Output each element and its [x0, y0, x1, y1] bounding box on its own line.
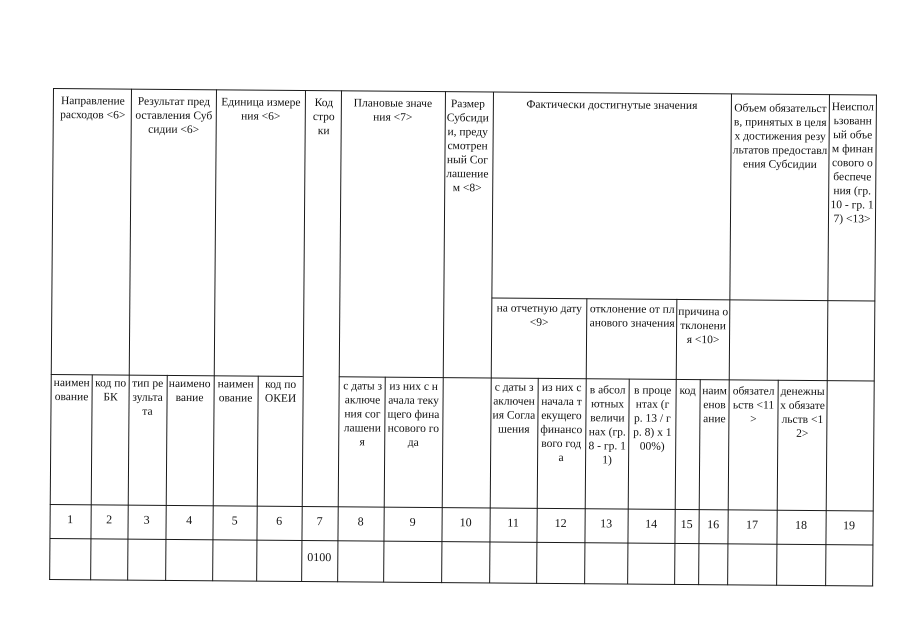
col-number-18: 18 — [795, 517, 808, 532]
col-line-l15 — [698, 379, 701, 585]
subheader-reporting-date: на отчетную дату <9> — [496, 302, 582, 329]
header-planned: Плановые значения <7> — [353, 97, 433, 124]
col-line-4 — [337, 90, 342, 582]
col-line-l11 — [536, 378, 539, 584]
col-number-11: 11 — [507, 515, 519, 530]
leaf-direction-name: наименование — [53, 377, 90, 404]
col-line-l3 — [165, 375, 168, 581]
table-border-bottom — [49, 579, 873, 586]
leaf-deviation-percent: в процентах (гр. 13 / гр. 8) x 100%) — [633, 384, 672, 453]
header-obligations: Объем обязательств, принятых в целях достижения результатов предоставления Субсидии — [732, 102, 828, 172]
leaf-result-name: наименование — [168, 377, 211, 405]
col-number-4: 4 — [186, 513, 193, 528]
leaf-plan-since-agreement: с даты заключения соглашения — [343, 380, 383, 449]
col-number-3: 3 — [143, 512, 150, 527]
col-number-8: 8 — [357, 514, 364, 529]
row-line-data — [49, 538, 873, 545]
col-number-2: 2 — [106, 512, 113, 527]
col-number-7: 7 — [316, 514, 323, 529]
leaf-unit-name: наименование — [217, 378, 254, 405]
col-line-l5 — [256, 376, 259, 582]
header-row-code: Код строки — [312, 97, 335, 138]
col-line-3 — [301, 90, 306, 582]
col-number-6: 6 — [276, 513, 283, 528]
header-actual: Фактически достигнутые значения — [526, 98, 698, 113]
col-line-2 — [212, 89, 217, 581]
leaf-reason-name: наименование — [702, 385, 728, 426]
subheader-deviation: отклонение от планового значения — [589, 303, 675, 330]
leaf-actual-since-agreement: с даты заключения Соглашения — [492, 381, 536, 436]
col-number-12: 12 — [554, 515, 567, 531]
col-number-5: 5 — [231, 513, 238, 528]
row-code-cell[interactable]: 0100 — [307, 550, 332, 565]
col-line-l13 — [627, 379, 630, 585]
col-line-6 — [489, 91, 494, 583]
leaf-bk-code: код по БК — [95, 377, 127, 404]
subheader-reason: причина отклонения <10> — [678, 305, 729, 347]
row-line-subheaders — [491, 297, 875, 301]
col-line-l17 — [776, 380, 779, 586]
header-directions: Направление расходов <6> — [60, 95, 126, 122]
header-subsidy-size: Размер Субсидии, предусмотренный Соглашением <8> — [446, 98, 489, 195]
leaf-okei-code: код по ОКЕИ — [264, 378, 297, 405]
col-number-17: 17 — [746, 517, 759, 532]
leaf-actual-since-year: из них с начала текущего финансового года — [540, 381, 583, 465]
col-line-l1 — [90, 374, 93, 580]
header-unit: Единица измерения <6> — [221, 96, 301, 123]
leaf-deviation-absolute: в абсолютных величинах (гр. 8 - гр. 11) — [588, 384, 626, 467]
leaf-obligations: обязательств <11> — [732, 385, 775, 426]
col-number-13: 13 — [600, 516, 613, 531]
table-border-left — [49, 88, 54, 580]
col-number-16: 16 — [707, 517, 720, 532]
col-number-19: 19 — [843, 518, 856, 533]
leaf-plan-since-year: из них с начала текущего финансового года — [387, 380, 440, 449]
col-number-10: 10 — [459, 515, 472, 530]
row-line-numbers — [50, 504, 874, 511]
leaf-result-type: тип результата — [132, 377, 164, 418]
leaf-reason-code: код — [679, 384, 696, 398]
col-line-1 — [127, 89, 132, 581]
leaf-money-obligations: денежных обязательств <12> — [780, 385, 825, 440]
col-number-9: 9 — [409, 514, 416, 529]
header-unused: Неиспользованный объем финансового обеспечения (гр. 10 - гр. 17) <13> — [830, 101, 874, 226]
col-number-14: 14 — [645, 516, 658, 531]
header-result: Результат предоставления Субсидии <6> — [135, 95, 213, 137]
row-line-leaves-mid — [339, 376, 491, 378]
col-number-1: 1 — [67, 512, 74, 527]
col-line-l8 — [383, 377, 386, 583]
col-number-15: 15 — [680, 516, 693, 532]
report-table — [49, 88, 877, 586]
